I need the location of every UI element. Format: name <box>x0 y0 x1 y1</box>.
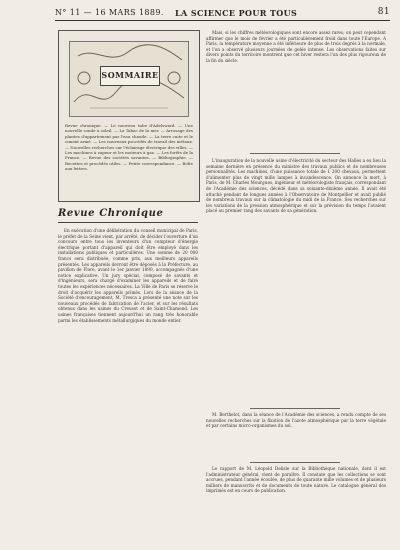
article-left-column <box>58 228 198 540</box>
article-right-bottom-2 <box>206 466 386 544</box>
section-divider <box>58 222 198 223</box>
article-right-middle <box>206 158 386 406</box>
revue-chronique-heading: Revue Chronique <box>58 208 164 219</box>
sommaire-contents: Revue chronique. — Le nouveau tube d'Adelsward. — Une nouvelle sonde à soleil. — La Tabac de la mer. — Arrosage des plantes d'appartement par l'eau chaude. — La terre cuite et le ciment armé. — Les nouveaux procédés de travail des métaux. — Nouvelles recherches sur l'éclairage électrique des villes. — Les machines à vapeur et les moteurs à gaz. — Les forêts de la France. — Revue des sociétés savantes. — Bibliographie. — Recettes et procédés utiles. — Petite correspondance. — Boîte aux lettres. <box>65 123 193 172</box>
sommaire-banner <box>100 66 160 86</box>
article-paragraph: Le rapport de M. Léopold Delisle sur la Bibliothèque nationale, dont il est l'administrateur général, vient de paraître. Il constate que les collections se sont accrues, pendant l'année écoulée, de plus de quarante mille volumes et de plusieurs milliers de manuscrits et de documents de toute nature. Le catalogue général des imprimés est en cours de publication. <box>206 466 386 494</box>
column-divider <box>250 153 340 154</box>
article-paragraph: En exécution d'une délibération du conseil municipal de Paris, le préfet de la Seine vient, par arrêté, de décider l'ouverture d'un concours entre tous les inventeurs d'un compteur d'énergie électrique portant d'appareil qui doit être employé dans les installations publiques et particulières. Une somme de 20 000 francs sera distribuée, comme prix, aux meilleurs appareils présentés. Les appareils devront être déposés à la Préfecture, au pavillon de Flore, avant le 1er janvier 1890, accompagnés d'une notice explicative. Un jury spécial, composé de savants et d'ingénieurs, sera chargé d'examiner les appareils et de faire toutes les expériences nécessaires. La Ville de Paris se réserve le droit d'acquérir les appareils primés. Lors de la séance de la Société d'encouragement, M. Tresca a présenté une note sur les nouveaux procédés de fabrication de l'acier, et sur les résultats obtenus dans les usines du Creusot et de Saint-Chamond. Les usines françaises tiennent aujourd'hui un rang très honorable parmi les établissements métallurgiques du monde entier. <box>58 228 198 323</box>
article-paragraph: L'inauguration de la nouvelle usine d'électricité du secteur des Halles a eu lieu la semaine dernière en présence du ministre des travaux publics et de nombreuses personnalités. Les machines, d'une puissance totale de 1 200 chevaux, permettent d'alimenter plus de vingt mille lampes à incandescence. On annonce la mort, à Paris, de M. Charles Mourgues, ingénieur et météorologiste français, correspondant de l'Académie des sciences, décédé dans sa soixante-dixième année. Il avait été attaché pendant de longues années à l'Observatoire de Montpellier et avait publié de nombreux travaux sur la climatologie du midi de la France. Ses recherches sur les variations de la pression atmosphérique et sur la prévision du temps l'avaient placé au premier rang des savants de sa génération. <box>206 158 386 214</box>
column-divider <box>250 462 340 463</box>
journal-title: LA SCIENCE POUR TOUS <box>175 8 298 18</box>
article-paragraph: M. Berthelot, dans la séance de l'Académie des sciences, a rendu compte de ses nouvelles recherches sur la fixation de l'azote atmosphérique par la terre végétale et par certains micro-organismes du sol. <box>206 412 386 429</box>
sommaire-title: SOMMAIRE <box>101 70 159 80</box>
sommaire-ornament-illustration <box>69 41 189 117</box>
column-divider <box>250 408 340 409</box>
page-number: 81 <box>377 7 390 17</box>
article-right-top <box>206 30 386 150</box>
article-paragraph: Mais, si les chiffres météorologiques sont encore assez rares, on peut cependant affirmer que le mois de février a été particulièrement froid dans toute l'Europe. A Paris, la température moyenne a été inférieure de plus de trois degrés à la normale, et l'on a observé plusieurs journées de gelée intense. Les observations faites sur divers points du territoire montrent que cet hiver restera l'un des plus rigoureux de la fin du siècle. <box>206 30 386 63</box>
issue-date: N° 11 — 16 MARS 1889. <box>55 8 164 17</box>
sommaire-box <box>58 30 200 202</box>
article-right-bottom-1 <box>206 412 386 460</box>
page-header <box>55 6 390 21</box>
